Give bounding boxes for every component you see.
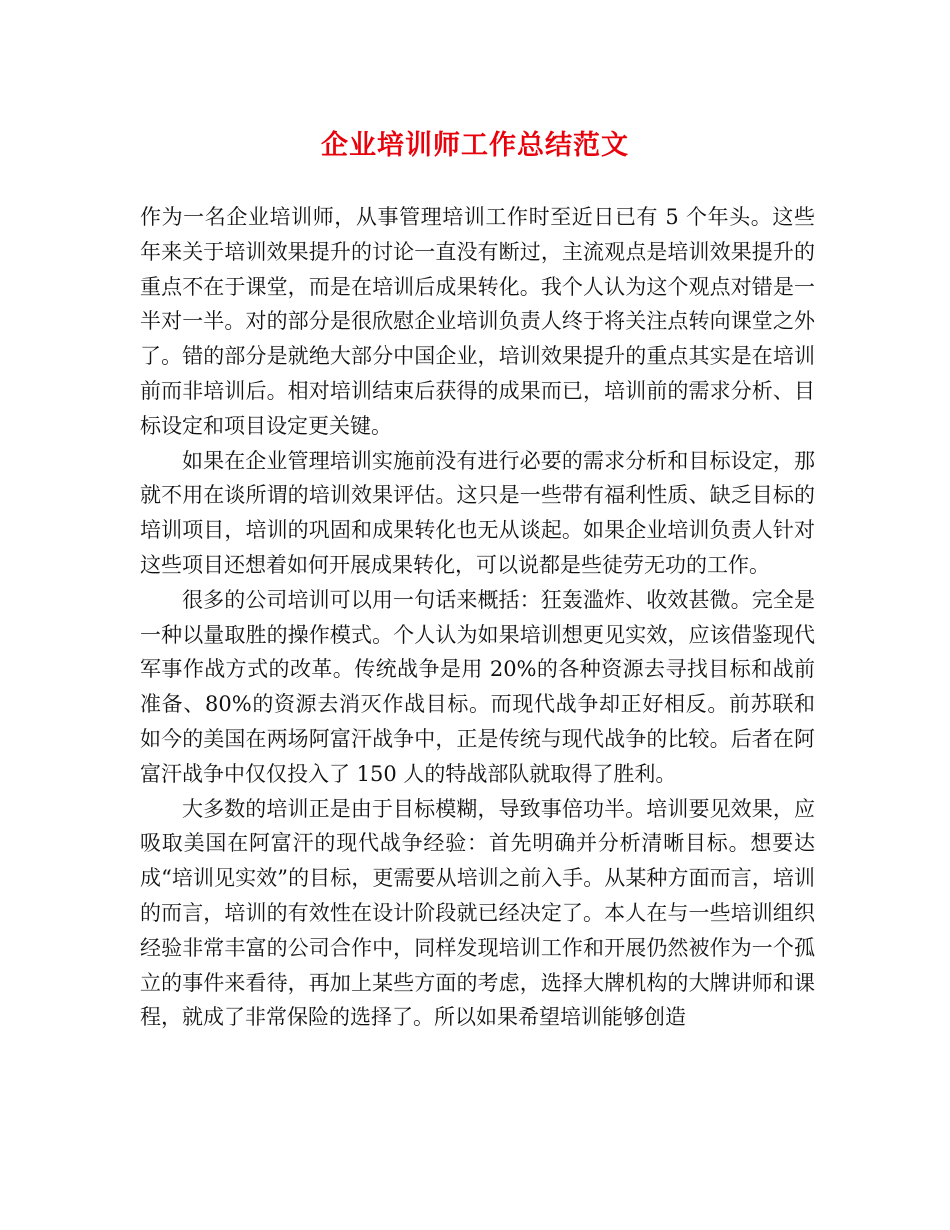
paragraph-3: 很多的公司培训可以用一句话来概括：狂轰滥炸、收效甚微。完全是一种以量取胜的操作模式。个人认为如果培训想更见实效，应该借鉴现代军事作战方式的改革。传统战争是用 20%的各种资源去寻找目标和战前准备、80%的资源去消灭作战目标。而现代战争却正好相反。前苏联和如今的美国在两场阿富汗战争中，正是传统与现代战争的比较。后者在阿富汗战争中仅仅投入了 150 人的特战部队就取得了胜利。 bbox=[140, 587, 815, 786]
paragraph-1: 作为一名企业培训师，从事管理培训工作时至近日已有 5 个年头。这些年来关于培训效果提升的讨论一直没有断过，主流观点是培训效果提升的重点不在于课堂，而是在培训后成果转化。我个人认为这个观点对错是一半对一半。对的部分是很欣慰企业培训负责人终于将关注点转向课堂之外了。错的部分是就绝大部分中国企业，培训效果提升的重点其实是在培训前而非培训后。相对培训结束后获得的成果而已，培训前的需求分析、目标设定和项目设定更关键。 bbox=[140, 205, 815, 438]
document-title: 企业培训师工作总结范文 bbox=[321, 130, 629, 161]
document-body bbox=[140, 200, 815, 1035]
paragraph-2: 如果在企业管理培训实施前没有进行必要的需求分析和目标设定，那就不用在谈所谓的培训效果评估。这只是一些带有福利性质、缺乏目标的培训项目，培训的巩固和成果转化也无从谈起。如果企业培训负责人针对这些项目还想着如何开展成果转化，可以说都是些徒劳无功的工作。 bbox=[140, 448, 815, 577]
paragraph-4: 大多数的培训正是由于目标模糊，导致事倍功半。培训要见效果，应吸取美国在阿富汗的现代战争经验：首先明确并分析清晰目标。想要达成“培训见实效”的目标，更需要从培训之前入手。从某种方面而言，培训的而言，培训的有效性在设计阶段就已经决定了。本人在与一些培训组织经验非常丰富的公司合作中，同样发现培训工作和开展仍然被作为一个孤立的事件来看待，再加上某些方面的考虑，选择大牌机构的大牌讲师和课程，就成了非常保险的选择了。所以如果希望培训能够创造 bbox=[140, 796, 815, 1030]
